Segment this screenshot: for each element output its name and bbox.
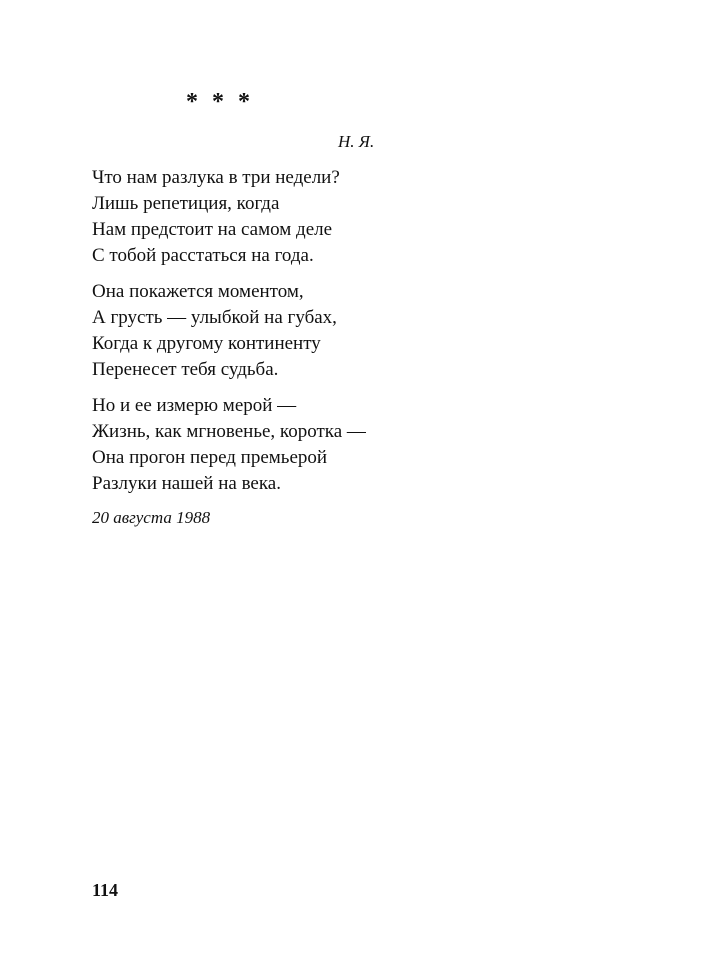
poem-line: Что нам разлука в три недели?: [92, 167, 340, 188]
poem-line: Лишь репетиция, когда: [92, 193, 280, 214]
poem-line: Перенесет тебя судьба.: [92, 359, 279, 380]
poem-date: 20 августа 1988: [92, 508, 211, 527]
dedication: Н. Я.: [338, 132, 375, 151]
poem-line: Она прогон перед премьерой: [92, 447, 328, 468]
poem-line: С тобой расстаться на года.: [92, 245, 314, 266]
poem-line: Разлуки нашей на века.: [92, 473, 281, 494]
section-separator: * * *: [186, 89, 254, 115]
poem-line: Когда к другому континенту: [92, 333, 321, 354]
poem-line: Жизнь, как мгновенье, коротка —: [92, 421, 366, 442]
poem: [92, 165, 652, 529]
poem-line: А грусть — улыбкой на губах,: [92, 307, 337, 328]
stanza-2: [92, 279, 652, 383]
stanza-3: [92, 393, 652, 497]
stanza-1: [92, 165, 652, 269]
poem-line: Нам предстоит на самом деле: [92, 219, 333, 240]
poem-line: Но и ее измерю мерой —: [92, 395, 297, 416]
poem-line: Она покажется моментом,: [92, 281, 304, 302]
page-number: 114: [92, 880, 119, 900]
